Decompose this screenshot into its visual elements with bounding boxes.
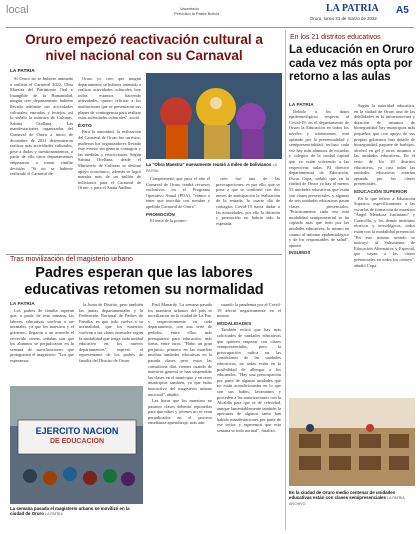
story-carnaval-text3b: El tema de la promo- xyxy=(150,218,188,224)
story-carnaval-sub-promocion: PROMOCIÓN xyxy=(146,211,175,217)
story-educacion-text1: Debido a los datos epidemiológicos respecto al Covid-19, en el departamento de Oruro la Educación en todos los niveles y subsistemas, está optando por la presencialidad y semipresencialidad, incluso cada vez hay más alumnos de escuelas y colegios de la ciudad capital que ya están volviendo a las respectivas aulas. El director departamental de Educación, Oscar Copa, señaló que en la ciudad de Oruro ya hay al menos 53 unidades educativas que están con clases presenciales, y algunas de seis unidades educativas pasan clases presenciales. "Prácticamente cada vez está modalidad semipresencial se ha copiado más que todo por las unidades educativas, lo mismo en cuanto al informe epidemiológico y de los responsables de salud", apuntó. xyxy=(289,108,349,248)
story-padres-headline: Padres esperan que las labores educativas retomen su normalidad xyxy=(24,265,264,298)
story-padres-top-rule xyxy=(6,254,282,255)
page-number: A5 xyxy=(396,5,409,16)
story-educacion-divider xyxy=(285,30,286,530)
aula-photo-caption xyxy=(289,490,415,508)
story-padres-text3: Paul Manardy. La semana pasada los maestros urbanos del país se movilizaron en la ciudad de La Paz, y respectivamente en cada departamento, con una serie de pedidos, entre ellos, más presupuesto para educación, más ítems, entre otros. "Hubo un gran perjuicio, primero en las marchas muchas unidades educativas en la pasada clases pero estos las consultoría días viernes cuando de maestros general se han suspendido las clases en el municipio y en otros municipios también, ya que hubo instructivo del magisterio urbano nacional", añadió. xyxy=(148,302,212,397)
story-padres-text4: cuando la pandemia por el Covid-19 afectó negativamente en el mismo. xyxy=(217,302,281,319)
magisterio-caption-text: La semana pasada el magisterio urbano se movilizó en la ciudad de Oruro xyxy=(10,506,130,517)
carnaval-caption-text: La "Obra Maestra" nuevamente reunió a miles de bolivianos xyxy=(146,162,272,167)
brand-small-2: Periódico la Patria Bolivia xyxy=(174,11,220,16)
story-carnaval-text2b: Para la autoridad, la realización del Carnaval de Oruro fue un éxito, pudieron los organizadores llevado éste evento sin generar contagios y las medidas y restricciones. Según Sabina Orellana, desde el Ministerio de Culturas se destinó apoyo económico, además se logró mandar más de un millón de bolivianos para el Carnaval de Oruro, y para el Anata Andino. xyxy=(78,129,141,191)
story-educacion-sub-superior: EDUCACIÓN SUPERIOR xyxy=(354,188,408,194)
story-educacion-text2: Según la autoridad educativa, en la ciudad de Oruro una de las debilidades es la infraestructura y dotación de insumos de bioseguridad, hay municipios más pequeños que con apoyo de sus propias gobiernos han dotado de bioseguridad, paquete de barbijos, alcohol en gel y otros insumos a las unidades educativas. En el resto de los 20 distritos educativos, ya casi todas las unidades educativas estarían optando por las clases presenciales. xyxy=(354,103,415,187)
story-padres-byline: LA PATRIA xyxy=(10,302,35,307)
story-padres-col3 xyxy=(148,302,212,527)
brand-small: Vacentado xyxy=(180,6,199,11)
story-carnaval-text3: Comprometió que para el año el Carnaval de Oruro tendrá recursos exclusivos en el Programa Operativo Anual (POA), "vamos a tener que inscribir con nombre y apellido Carnaval de Oruro". xyxy=(146,176,210,209)
story-carnaval-text4: ción fue una de las preocupaciones, es por ello, que se pone a que se confirmó con dos meses de anticipación la realización de la entrada, lo cuarto día de contagios Covid-19 hacía dudar a las autoridades, por ello la difusión y promoción no habría sido la esperada. xyxy=(216,176,280,226)
story-educacion-headline: La educación en Oruro cada vez más opta por retorno a las aulas xyxy=(289,44,415,83)
story-educacion-sub-insumos: INSUMOS xyxy=(289,250,311,256)
magisterio-photo-scene xyxy=(10,386,143,504)
magisterio-caption-credit: LA PATRIA xyxy=(45,512,63,517)
story-educacion-text2b: En lo que refiere a Educación Superior, específicamente a las escuelas de formación de maestros "Ángel Mendoza Justiniano" y Caracollo, y los demás institutos técnicos y tecnológicos, todos están con la modalidad presencial. "En este mismo sentido se instruyó al Subsistema de Educación Alternativa y Especial, que vayan a las clases presenciales en todos los centros", añadió Copa. xyxy=(354,195,415,268)
story-educacion-byline: LA PATRIA xyxy=(289,103,314,108)
aula-caption-text: En la ciudad de Oruro medio centenar de unidades educativas están con clases semipresenciales xyxy=(289,490,396,501)
magisterio-photo xyxy=(10,386,143,504)
story-padres-text2: la Junta de Distrito, pero también las juntas departamentales y la Federación Nacional de Padres de Familia, es que todo vuelva a su normalidad, que los maestros vuelvan a las clases normales según la modalidad que tenga cada unidad educativa en los nuevos departamentos", expresó el representante de los padres de familia del Distrito de Oruro, xyxy=(79,302,143,363)
story-carnaval-text1: Si Oruro no se hubiese animado a realizar el Carnaval 2022, Obra Maestra del Patrimonio Oral e Intangible de la Humanidad, ningún otro departamento hubiese llevado adelante sus actividades culturales, entradas, y festejos, así lo señaló la ministra de Culturas, Sabina Orellana. Las manifestaciones organizadas del Carnaval de Oruro a inicio de diciembre de 2021 determinaron realizar más actividades culturales, pese a dudas y cuestionamientos, a partir de ello otros departamentos empezaron a tomar similar decisión. "Si no se hubiese realizado el Carnaval de xyxy=(10,76,73,177)
aula-photo-scene xyxy=(289,398,415,486)
story-educacion-kicker: En los 21 distritos educativos xyxy=(290,34,381,41)
banner-text-1: EJERCITO NACION xyxy=(35,426,119,436)
page-header xyxy=(0,0,420,30)
story-padres-kicker: Tras movilización del magisterio urbano xyxy=(10,256,134,263)
story-padres-text3b: Las horas que los maestros no pasaron clases deberán reponerlas para que niños y jóvenes no se vean perjudicados en el proceso enseñanza-aprendizaje, más aún xyxy=(148,398,212,426)
story-padres-text1: Los padres de familia esperan que, a partir de esta semana, las labores educativas vuelvan a ser normales, ya que los maestros y el gobierno, llegaron a un acuerdo el recorrido vierne, señalan son que los alumnos se perjudicaron en la semana de movilizaciones que protagonizó el magisterio. "Los que esperamos xyxy=(10,307,74,363)
aula-photo xyxy=(289,398,415,486)
carnaval-caption-credit: LA PATRIA xyxy=(146,163,277,174)
story-padres-text4b: También refirió que hay más solicitudes de unidades educativas que quieren empezar con clases semipresenciales, pero la preocupación radica en las condiciones de las unidades educativas, no todas están en la posibilidad de albergar a los educandos. "Hay una preocupación por parte de algunas unidades que no están acondicionadas en lo que son sus baños, lavamanos y proceden a las autorizaciones con la Alcaldía para que se dé celeridad, aunque lamentablemente también la aperturas de algunos tanto han habido manifestaciones por parte de ese sector y esperemos que esta semana se todo normal", finalizó. xyxy=(217,327,281,434)
story-educacion-col2 xyxy=(354,103,415,393)
story-padres-col1 xyxy=(10,302,74,382)
carnaval-photo-figures xyxy=(146,73,282,159)
story-carnaval-sub-exito: ÉXITO xyxy=(78,122,92,128)
brand-logo: LA PATRIA xyxy=(326,3,379,14)
aula-caption-credit: LA PATRIA ARCHIVO xyxy=(289,496,405,507)
story-educacion-col1 xyxy=(289,103,349,393)
story-carnaval-headline: Oruro empezó reactivación cultural a nivel nacional con su Carnaval xyxy=(25,32,263,63)
story-padres-col4 xyxy=(217,302,281,527)
story-padres-sub-modalidades: MODALIDADES xyxy=(217,320,252,326)
story-carnaval-byline: LA PATRIA xyxy=(10,69,35,74)
header-rule xyxy=(6,27,414,28)
page-date: Oruro, lunes 21 de marzo de 2022 xyxy=(310,16,377,21)
carnaval-photo xyxy=(146,73,282,159)
banner-text-2: DE EDUCACION xyxy=(49,438,105,445)
magisterio-photo-caption xyxy=(10,506,143,517)
section-label: local xyxy=(6,4,29,16)
story-carnaval-text2: Oruro yo creo que ningún departamento se hubiera animado a realizar actividades culturales, hoy todos estamos haciendo actividades, quiero felicitar a los instituciones que se presentaron sus planes de contingencia para realizar estas actividades culturales", acotó. xyxy=(78,76,141,121)
story-padres-col2 xyxy=(79,302,143,382)
carnaval-photo-caption xyxy=(146,162,282,174)
